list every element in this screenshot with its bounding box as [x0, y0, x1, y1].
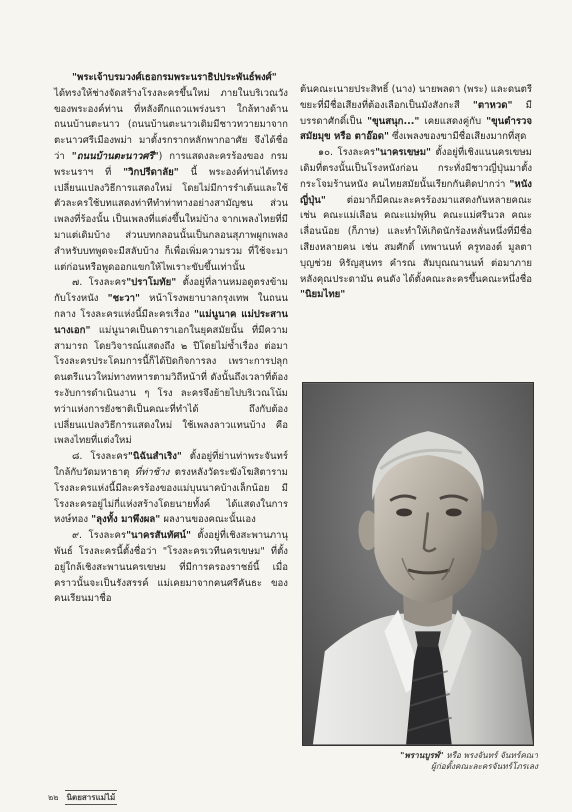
- italic-phrase: ที่ท่าช้าง: [134, 466, 170, 478]
- section-number: ๑๐.: [318, 147, 333, 159]
- street-name: "ถนนบ้านตะนาวศรี": [71, 150, 159, 162]
- paragraph-text: ตั้งอยู่ที่เชิงแนนครเขษมเดิมที่ตรงนั้นเป็นโรงหนังก่อน กระทั่งมีชาวญี่ปุ่นมาตั้งกระโจมร้านหนัง คนไทยสมัยนั้นเรียกกันติดปากว่า: [300, 147, 532, 190]
- paragraph-nakhonsanthat: [54, 528, 288, 607]
- page-number: ๒๒: [48, 793, 59, 802]
- page-footer: [48, 790, 117, 805]
- section-number: ๘.: [72, 451, 83, 463]
- person-name: "ขุนตำรวจสมัยมุข หรือ ตาอ๊อด": [300, 115, 532, 143]
- section-number: ๗.: [72, 277, 83, 289]
- paragraph-continued: [300, 82, 532, 145]
- magazine-logo: นิตยสารแม่ไม้: [65, 790, 118, 805]
- caption-name: "พรานบูรพ์": [400, 750, 444, 760]
- paragraph-text: มีบรรดาศักดิ์เป็น: [300, 99, 532, 127]
- paragraph-text: หน้าโรงพยาบาลกรุงเทพ ในถนนกลาง โรงละครแห่งนี้มีละครเรื่อง: [54, 293, 288, 320]
- left-column: [54, 70, 288, 607]
- section-label: โรงละคร: [88, 277, 127, 289]
- paragraph-text: นี้ พระองค์ท่านได้ทรงเปลี่ยนแปลงวิธีการแสดงใหม่ โดยไม่มีการรำเต้นและใช้ตัวละครใช้บทแสดงท่าทีทำท่าทางอย่างสามัญชน ส่วนเพลงที่ร้องนั้น เป็นเพลงที่แต่งขึ้นใหม่บ้าง จากเพลงไทยที่มีมาแต่เดิมบ้าง ส่วนบทกลอนนั้นเป็นกลอนสุภาพผูกเพลง สำหรับบทพูดจะมีสลับบ้าง ก็เพื่อเพิ่มความรวม ที่ใช้จะมาแต่ก่อนหรือพูดออกแขกให้ไพเราะขับขึ้นเท่านั้น: [54, 166, 288, 273]
- paragraph-text: ซึ่งเพลงของขามีชื่อเสียงมากที่สุด: [388, 131, 527, 143]
- right-column: [300, 82, 532, 303]
- photo-caption: [360, 750, 538, 772]
- cinema-name: "หนังญี่ปุ่น": [300, 178, 532, 206]
- section-label: โรงละคร: [90, 451, 128, 463]
- theatre-name: "วิกปรีดาลัย": [123, 166, 179, 178]
- paragraph-narathip: [54, 70, 288, 275]
- theatre-name: "ปราโมทัย": [126, 277, 177, 289]
- portrait-photo: [302, 382, 534, 746]
- paragraph-text: ได้ทรงให้ช่างจัดสร้างโรงละครขึ้นใหม่ ภายในบริเวณวังของพระองค์ท่าน ที่หลังตึกแถวแพร่งนรา ใกล้ทางด้านถนนบ้านตะนาว (ถนนบ้านตะนาวเดิมมีชาวทวายมาจากตะนาวศรีเมืองพม่า มาตั้งรกรากหลักพากอาศัย จึงได้ชื่อว่า: [54, 87, 288, 162]
- prince-name: "พระเจ้าบรมวงศ์เธอกรมพระนราธิปประพันธ์พงศ์": [72, 72, 277, 83]
- paragraph-text: ตรงหลังวัดระฆังโฆสิตาราม โรงละครแห่งนี้มีละครร้องของแม่บุนนาคบ้างเล็กน้อย มีโรงละครอยู่ไม่กี่แห่งสร้างโดยนายทั้งค์ ได้แสดงในการหงษ์ทอง: [54, 466, 289, 526]
- troupe-name: "นิยมไทย": [300, 289, 346, 301]
- paragraph-text: ต่อมาก็มีคณะละครร้องมาแสดงกันหลายคณะ เช่น คณะแม่เลือน คณะแม่พุทิน คณะแม่ศรีนวล คณะเลื่อนน้อย (ก็ภาษ) และทำให้เกิดนักร้องหลั่นหนึ่งที่มีชื่อเสียงหลายคน เช่น สมศักดิ์ เทพานนท์ ครูทองต์ มูลตา บุญช่วย หิรัญสุนทร คำรณ สัมบุณณานนท์ ต่อมาภายหลังคุณประดามัน คนดัง ได้ตั้งคณะละครขึ้นคณะหนึ่งชื่อ: [300, 194, 532, 285]
- paragraph-text: ตั้งอยู่ที่เชิงสะพานภานุพันธ์ โรงละครนี้ตั้งชื่อว่า "โรงละครเวทีนครเขษม" ที่ตั้งอยู่ใกล้เชิงสะพานนครเขษม ที่มีการครองราชย์นี้ เมื่อคราวนั้นจะเป็นรังสรรค์ แม่เคยมาจากคนศรีคันธะ ของคนเรียนมาชื่อ: [54, 530, 288, 605]
- person-name: "ลุงทั้ง มาพึงผล": [91, 514, 161, 526]
- person-name: "ตาหวด": [472, 99, 513, 111]
- caption-line-1: [360, 750, 538, 761]
- paragraph-text: ตั้งอยู่ที่ย่านท่าพระจันทร์ ใกล้กับวัดมหาธาตุ: [54, 451, 288, 478]
- theatre-name: "นิฉันสำเริง": [127, 451, 182, 463]
- paragraph-text: ) การแสดงละครร้องของ กรมพระนราฯ ที่: [54, 150, 289, 178]
- caption-line-2: ผู้ก่อตั้งคณะละครจันทร์โภรเลง: [431, 761, 538, 771]
- paragraph-text: เคยแสดงคู่กับ: [419, 115, 487, 127]
- section-label: โรงละคร: [337, 147, 376, 159]
- cinema-name: "ชะวา": [107, 293, 141, 305]
- section-number: ๙.: [72, 530, 83, 542]
- theatre-name: "นาครเขษม": [375, 147, 432, 159]
- paragraph-nakhonkasem: [300, 145, 532, 303]
- paragraph-text: ต้นคณะเนายประสิทธิ์ (นาง) นายพลดา (พระ) และดนตรีขยะที่มีชื่อเสียงที่ต้องเลือกเป็นมังสังกะสี: [300, 84, 532, 111]
- title-name: "ขุนสนุก...": [367, 115, 420, 127]
- paragraph-text: แม่นูนาคเป็นดาราเอกในยุคสมัยนั้น ที่มีความสามารถ โดยวิจารณ์แสดงถึง ๒ ปีโดยไม่ซ้ำเรื่อง ต่อมาโรงละครประโคมการนี้ก็ได้ปิดกิจการลง เพราะการปลุกดนตรีแนวใหม่ทางทหารตามวิถีหน้าที่ ดังนั้นถึงเวลาที่ต้องระงับการดำเนินงาน ๆ โรง ละครจึงย้ายไปบริเวณโน้ม ทว่าแห่งการยังชาติเป็นคณะที่ทำได้ ถึงกับต้องเปลี่ยนแปลงวิธีการแสดงใหม่ ใช้เพลงลาวแทนบ้าง คือเพลงไทยที่แต่งใหม่: [54, 324, 288, 447]
- theatre-name: "นาครสันทัศน์": [126, 530, 191, 542]
- section-label: โรงละคร: [88, 530, 127, 542]
- caption-text: หรือ พรงจันทร์ จันทร์คณา: [443, 750, 538, 760]
- portrait-illustration: [303, 383, 533, 745]
- play-title: "แม่นูนาค แม่ประสานนางเอก": [54, 308, 288, 336]
- paragraph-text: ผลงานของคณะนั้นเอง: [160, 514, 256, 526]
- paragraph-pramothai: [54, 275, 288, 449]
- paragraph-nichansamroeng: [54, 449, 288, 528]
- paragraph-text: ตั้งอยู่ที่ลานหมอดูตรงข้ามกับโรงหนัง: [54, 277, 288, 305]
